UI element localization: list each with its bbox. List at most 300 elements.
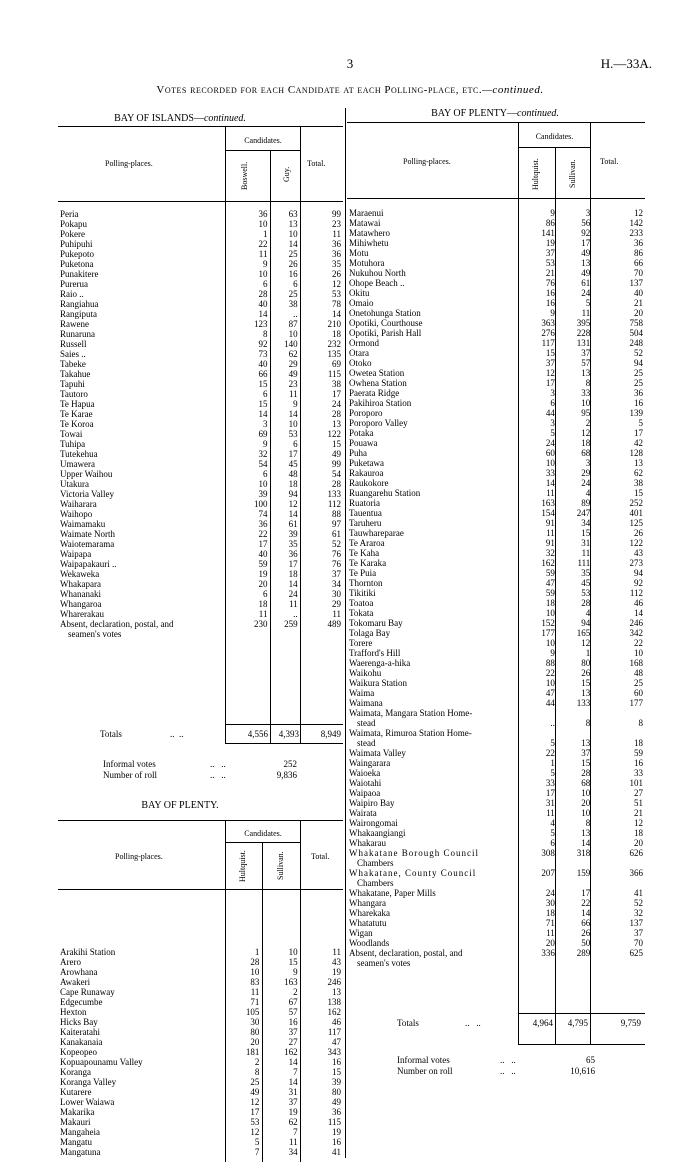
table-row	[58, 1067, 343, 1077]
votes-candidate-1: 44	[545, 408, 555, 418]
header-line	[518, 147, 590, 148]
votes-total: 78	[332, 299, 341, 309]
place-name: Taruheru	[349, 518, 382, 528]
votes-candidate-2: 11	[289, 599, 298, 609]
votes-total: 15	[634, 488, 643, 498]
votes-candidate-2: 159	[576, 868, 591, 878]
table-row	[58, 1037, 343, 1047]
votes-total: 17	[634, 428, 643, 438]
votes-total: 43	[332, 957, 341, 967]
place-name-cont: stead	[357, 718, 376, 728]
votes-candidate-1: 100	[253, 499, 268, 509]
place-name: Waimate North	[60, 529, 116, 539]
total-sum: 8,949	[320, 729, 341, 739]
votes-candidate-2: 35	[288, 539, 298, 549]
votes-candidate-1: 9	[262, 259, 268, 269]
place-name: Mangatuna	[60, 1147, 101, 1157]
votes-candidate-1: 88	[545, 658, 555, 668]
votes-total: 626	[629, 848, 643, 858]
votes-total: 59	[634, 748, 643, 758]
place-name: Lower Waiawa	[60, 1097, 115, 1107]
place-name: Tokomaru Bay	[349, 618, 403, 628]
table-row	[347, 768, 645, 778]
table-row	[58, 559, 343, 569]
votes-total: 52	[634, 348, 643, 358]
place-name: Rangiputa	[60, 309, 97, 319]
place-name-cont: seamen's votes	[68, 629, 122, 639]
total-c1: 4,556	[247, 729, 268, 739]
votes-total: 76	[332, 549, 341, 559]
votes-total: 28	[332, 409, 341, 419]
table-row	[347, 458, 645, 468]
votes-candidate-1: 12	[250, 1097, 260, 1107]
votes-candidate-2: 1	[585, 648, 591, 658]
place-name: Whangaroa	[60, 599, 102, 609]
votes-candidate-1: 10	[545, 638, 555, 648]
votes-total: 49	[332, 1097, 341, 1107]
place-name: Ruangarehu Station	[349, 488, 421, 498]
place-name: Te Karaka	[349, 558, 387, 568]
table-row	[58, 1087, 343, 1097]
votes-candidate-2: 14	[581, 908, 591, 918]
place-name: Raukokore	[349, 478, 389, 488]
place-name: Tolaga Bay	[349, 628, 391, 638]
votes-total: 42	[634, 438, 643, 448]
candidate-header: Boswell.	[240, 161, 249, 190]
candidates-header: Candidates.	[244, 829, 282, 838]
table-row	[347, 878, 645, 888]
table-row	[347, 798, 645, 808]
table-row	[58, 219, 343, 229]
votes-candidate-1: 54	[258, 459, 268, 469]
votes-candidate-1: 16	[545, 298, 555, 308]
votes-candidate-1: 18	[258, 599, 268, 609]
votes-total: 30	[332, 589, 341, 599]
votes-candidate-1: 5	[254, 1137, 260, 1147]
votes-candidate-2: 10	[581, 788, 591, 798]
place-name: Waipapakauri ..	[60, 559, 117, 569]
votes-total: 11	[332, 609, 341, 619]
votes-total: 40	[634, 288, 643, 298]
votes-candidate-2: 50	[581, 938, 591, 948]
votes-total: 46	[634, 598, 643, 608]
table-row	[347, 548, 645, 558]
place-name: Tutekehua	[60, 449, 98, 459]
votes-candidate-1: 22	[545, 748, 555, 758]
votes-candidate-1: 71	[250, 997, 260, 1007]
votes-candidate-2: 66	[581, 918, 591, 928]
table-row	[347, 278, 645, 288]
table-row	[347, 288, 645, 298]
votes-total: 35	[332, 259, 341, 269]
place-name: Saies ..	[60, 349, 86, 359]
votes-candidate-2: 14	[288, 509, 298, 519]
votes-total: 66	[634, 258, 643, 268]
votes-candidate-1: 12	[545, 368, 555, 378]
table-row	[58, 209, 343, 219]
votes-candidate-1: 49	[250, 1087, 260, 1097]
votes-candidate-2: 18	[581, 438, 591, 448]
votes-total: 51	[634, 798, 643, 808]
votes-candidate-2: 36	[288, 549, 298, 559]
place-name: Waiotemarama	[60, 539, 115, 549]
votes-total: 94	[634, 358, 643, 368]
table-row	[347, 688, 645, 698]
place-name: Puhipuhi	[60, 239, 93, 249]
place-name: Tauentua	[349, 508, 382, 518]
votes-total: 13	[634, 458, 643, 468]
table-row	[347, 348, 645, 358]
votes-total: 70	[634, 938, 643, 948]
table-row	[347, 708, 645, 718]
table-row	[347, 778, 645, 788]
votes-candidate-2: 48	[288, 469, 298, 479]
votes-candidate-1: 36	[258, 519, 268, 529]
votes-candidate-1: 37	[545, 248, 555, 258]
table-row	[347, 728, 645, 738]
votes-candidate-1: 22	[258, 239, 268, 249]
table-row	[58, 1047, 343, 1057]
votes-candidate-1: 9	[550, 308, 555, 318]
votes-candidate-1: 1	[254, 947, 260, 957]
place-name: Wharerakau	[60, 609, 104, 619]
votes-candidate-1: 11	[546, 928, 555, 938]
table-row	[347, 618, 645, 628]
votes-candidate-2: 5	[585, 298, 591, 308]
votes-candidate-2: 162	[284, 1047, 298, 1057]
votes-candidate-2: 395	[576, 318, 591, 328]
votes-candidate-2: 24	[581, 288, 591, 298]
votes-candidate-1: 230	[253, 619, 268, 629]
place-name: Tapuhi	[60, 379, 85, 389]
header-line	[225, 842, 300, 843]
place-name: Arakihi Station	[60, 947, 116, 957]
place-name: Tauwhareparae	[349, 528, 404, 538]
total-sum: 9,759	[620, 1018, 641, 1028]
place-name-cont: Chambers	[357, 878, 394, 888]
votes-candidate-2: 318	[576, 848, 591, 858]
votes-candidate-1: 19	[258, 569, 268, 579]
votes-total: 39	[332, 1077, 341, 1087]
votes-total: 69	[332, 359, 341, 369]
votes-candidate-1: 28	[258, 289, 268, 299]
roll-value: 9,836	[276, 770, 297, 780]
table-row	[347, 908, 645, 918]
place-name: Waihopo	[60, 509, 93, 519]
votes-total: 36	[332, 249, 341, 259]
table-row	[347, 358, 645, 368]
table-row	[347, 208, 645, 218]
table-row	[347, 258, 645, 268]
votes-total: 489	[327, 619, 341, 629]
place-name: Pukepoto	[60, 249, 95, 259]
votes-candidate-2: 4	[585, 488, 591, 498]
votes-total: 139	[629, 408, 643, 418]
section-cont: continued.	[203, 113, 246, 124]
votes-candidate-2: 45	[288, 459, 298, 469]
votes-total: 401	[629, 508, 643, 518]
place-name: Runaruna	[60, 329, 95, 339]
votes-total: 115	[327, 1117, 341, 1127]
votes-total: 343	[327, 1047, 341, 1057]
place-name: Whakatane, County Council	[349, 868, 477, 878]
votes-candidate-2: 10	[581, 808, 591, 818]
place-name-cont: stead	[357, 738, 376, 748]
votes-candidate-2: 3	[585, 208, 591, 218]
votes-candidate-2: 33	[581, 388, 591, 398]
place-name: Te Koroa	[60, 419, 94, 429]
votes-total: 366	[629, 868, 643, 878]
votes-candidate-2: 11	[289, 389, 298, 399]
votes-candidate-1: 80	[250, 1027, 260, 1037]
table-row	[58, 299, 343, 309]
votes-total: 20	[634, 308, 643, 318]
roll-value: 10,616	[570, 1066, 595, 1076]
place-name: Whakaangiangi	[349, 828, 406, 838]
table-row	[58, 529, 343, 539]
place-name: Tautoro	[60, 389, 88, 399]
votes-candidate-2: 45	[581, 578, 591, 588]
votes-total: 28	[332, 479, 341, 489]
table-row	[58, 997, 343, 1007]
place-name: Okitu	[349, 288, 370, 298]
votes-total: 49	[332, 449, 341, 459]
votes-total: 52	[332, 539, 341, 549]
votes-candidate-1: 15	[258, 399, 268, 409]
table-row	[58, 1097, 343, 1107]
votes-candidate-2: 111	[577, 558, 591, 568]
table-row	[347, 558, 645, 568]
table-row	[58, 469, 343, 479]
place-name: Pokere	[60, 229, 85, 239]
votes-candidate-2: 9	[293, 967, 298, 977]
votes-total: 99	[332, 459, 341, 469]
votes-total: 25	[634, 368, 643, 378]
votes-candidate-2: 29	[581, 468, 591, 478]
table-row	[58, 309, 343, 319]
document-code: H.—33A.	[600, 56, 652, 71]
votes-candidate-2: 7	[293, 1127, 298, 1137]
votes-total: 115	[327, 369, 341, 379]
votes-candidate-1: 66	[258, 369, 268, 379]
votes-candidate-1: 6	[550, 838, 555, 848]
votes-total: 18	[634, 828, 643, 838]
table-row	[58, 419, 343, 429]
votes-candidate-2: 62	[288, 349, 298, 359]
votes-candidate-1: 74	[258, 509, 268, 519]
votes-total: 21	[634, 808, 643, 818]
votes-candidate-1: 69	[258, 429, 268, 439]
votes-candidate-2: 19	[288, 1107, 298, 1117]
place-name: Whangara	[349, 898, 386, 908]
place-name: Te Karae	[60, 409, 93, 419]
table-row	[347, 868, 645, 878]
table-row	[58, 509, 343, 519]
page-title	[0, 84, 700, 96]
votes-total: 88	[332, 509, 341, 519]
votes-total: 16	[634, 758, 643, 768]
place-name: Omaio	[349, 298, 374, 308]
place-name-cont: Chambers	[357, 858, 394, 868]
votes-total: 625	[629, 948, 643, 958]
votes-candidate-2: 18	[288, 479, 298, 489]
votes-candidate-1: 14	[545, 478, 555, 488]
table-row	[347, 598, 645, 608]
candidates-header: Candidates.	[535, 132, 574, 141]
place-name: Matawai	[349, 218, 381, 228]
place-name: Whananaki	[60, 589, 101, 599]
place-name: Whakatane Borough Council	[349, 848, 479, 858]
place-name: Mihiwhetu	[349, 238, 389, 248]
votes-candidate-2: 26	[581, 668, 591, 678]
votes-total: 16	[332, 1137, 341, 1147]
votes-total: 16	[634, 398, 643, 408]
votes-candidate-2: 28	[581, 768, 591, 778]
table-row	[58, 599, 343, 609]
votes-candidate-1: 1	[550, 758, 555, 768]
votes-candidate-2: 57	[581, 358, 591, 368]
votes-total: 128	[629, 448, 643, 458]
place-name: Opotiki, Courthouse	[349, 318, 423, 328]
votes-candidate-1: 86	[545, 218, 555, 228]
place-name: Tuhipa	[60, 439, 86, 449]
votes-candidate-2: 13	[581, 258, 591, 268]
table-row	[347, 228, 645, 238]
votes-candidate-1: 141	[541, 228, 555, 238]
votes-candidate-1: 15	[545, 348, 555, 358]
votes-candidate-1: 19	[545, 238, 555, 248]
place-name: Puketawa	[349, 458, 384, 468]
table-row	[347, 828, 645, 838]
votes-candidate-1: 5	[550, 428, 555, 438]
table-row	[347, 918, 645, 928]
place-name: Edgecumbe	[60, 997, 103, 1007]
table-row	[347, 408, 645, 418]
votes-candidate-2: 11	[581, 308, 591, 318]
votes-total: 36	[332, 1107, 341, 1117]
votes-total: 24	[332, 399, 341, 409]
votes-candidate-1: 22	[258, 529, 268, 539]
votes-candidate-1: 14	[258, 309, 268, 319]
votes-total: 19	[332, 1127, 341, 1137]
place-name: Makauri	[60, 1117, 91, 1127]
leader-dots: .. ..	[210, 759, 226, 769]
votes-candidate-2: 25	[288, 249, 298, 259]
votes-total: 36	[332, 239, 341, 249]
votes-candidate-1: 6	[262, 589, 268, 599]
page-number: 3	[346, 56, 354, 71]
votes-total: 21	[634, 298, 643, 308]
votes-candidate-1: 177	[541, 628, 555, 638]
votes-candidate-2: 18	[288, 569, 298, 579]
candidates-header: Candidates.	[244, 136, 282, 145]
table-row	[347, 308, 645, 318]
place-name-cont: seamen's votes	[357, 958, 411, 968]
section-cont: continued.	[517, 108, 559, 119]
section-title: BAY OF ISLANDS—	[114, 113, 204, 124]
header-line	[225, 150, 300, 151]
votes-candidate-2: 14	[288, 579, 298, 589]
votes-candidate-2: 38	[288, 299, 298, 309]
votes-candidate-1: 40	[258, 359, 268, 369]
votes-candidate-1: 44	[545, 698, 555, 708]
votes-candidate-2: 34	[288, 1147, 298, 1157]
table-row	[58, 1127, 343, 1137]
place-name: Toatoa	[349, 598, 374, 608]
table-row	[347, 808, 645, 818]
place-name: Hicks Bay	[60, 1017, 98, 1027]
table-row	[347, 628, 645, 638]
votes-candidate-1: 5	[550, 738, 555, 748]
place-name: Russell	[60, 339, 87, 349]
votes-candidate-2: 14	[288, 1057, 298, 1067]
votes-candidate-2: 95	[581, 408, 591, 418]
table-row	[58, 429, 343, 439]
table-row	[347, 788, 645, 798]
table-row	[347, 478, 645, 488]
table-row	[58, 987, 343, 997]
table-row	[58, 409, 343, 419]
place-name: Pouawa	[349, 438, 378, 448]
table-row	[58, 539, 343, 549]
votes-total: 12	[332, 279, 341, 289]
votes-candidate-2: 14	[581, 838, 591, 848]
votes-total: 137	[629, 918, 643, 928]
place-name: Waioeka	[349, 768, 381, 778]
votes-candidate-2: 12	[581, 428, 591, 438]
place-name: Wharekaka	[349, 908, 390, 918]
informal-value: 252	[283, 759, 297, 769]
place-name: Te Hapua	[60, 399, 95, 409]
place-name: Koranga Valley	[60, 1077, 117, 1087]
votes-candidate-1: 10	[545, 678, 555, 688]
place-name: Waipapa	[60, 549, 92, 559]
table-row	[58, 319, 343, 329]
votes-candidate-1: 6	[262, 279, 268, 289]
votes-candidate-2: 289	[576, 948, 591, 958]
table-row	[347, 758, 645, 768]
votes-total: 15	[332, 1067, 341, 1077]
table-row	[58, 279, 343, 289]
votes-candidate-1: 47	[545, 578, 555, 588]
votes-candidate-2: 17	[288, 449, 298, 459]
votes-total: 112	[629, 588, 643, 598]
place-name: Waipaoa	[349, 788, 381, 798]
candidate-header: Sullivan.	[568, 159, 577, 188]
table-row	[347, 668, 645, 678]
votes-total: 20	[634, 838, 643, 848]
place-name: Matawhero	[349, 228, 390, 238]
place-name: Wairata	[349, 808, 377, 818]
votes-candidate-2: 31	[581, 538, 591, 548]
place-name: Waimata, Mangara Station Home-	[349, 708, 473, 718]
votes-candidate-1: 10	[258, 219, 268, 229]
table-row	[58, 1107, 343, 1117]
table-row	[58, 249, 343, 259]
votes-candidate-1: 40	[258, 549, 268, 559]
votes-candidate-2: 247	[576, 508, 591, 518]
votes-total: 112	[327, 499, 341, 509]
place-name: Waerenga-a-hika	[349, 658, 411, 668]
table-row	[347, 888, 645, 898]
place-name: Peria	[60, 209, 79, 219]
votes-total: 122	[629, 538, 643, 548]
votes-candidate-1: 20	[545, 938, 555, 948]
place-name: Trafford's Hill	[349, 648, 401, 658]
table-row	[58, 519, 343, 529]
table-row	[347, 648, 645, 658]
section-bay-of-islands	[60, 113, 300, 124]
